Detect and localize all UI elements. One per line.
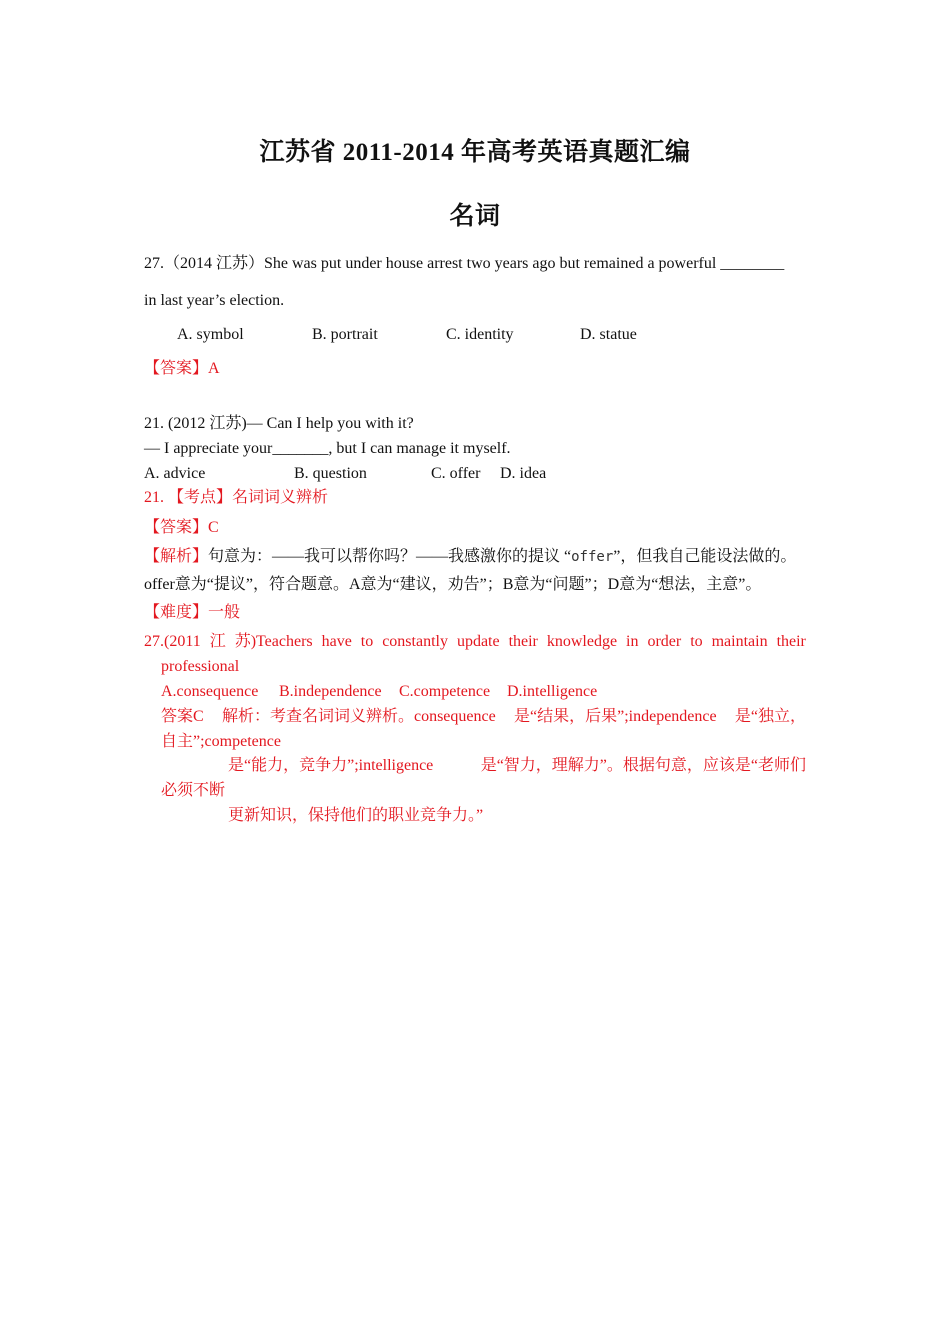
word: their — [776, 633, 806, 650]
difficulty-label: 【难度】一般 — [144, 604, 241, 621]
option-d: D. idea — [500, 465, 547, 482]
word: constantly — [382, 633, 448, 650]
word: their — [508, 633, 538, 650]
explanation-2011-line-3 — [228, 756, 806, 776]
explanation-line-1 — [144, 547, 796, 567]
word: 27.(2011 — [144, 633, 201, 650]
word: maintain — [711, 633, 768, 650]
explanation-2011-line-5: 更新知识，保持他们的职业竞争力。” — [228, 807, 484, 824]
option-d: D. statue — [580, 326, 637, 343]
explanation-line-2: offer意为“提议”，符合题意。A意为“建议，劝告”；B意为“问题”；D意为“想法，主意”。 — [144, 576, 762, 593]
word: knowledge — [546, 633, 618, 650]
jiexi-text: 句意为：——我可以帮你吗？——我感激你的提议 “ — [208, 548, 572, 565]
option-b: B.independence — [279, 683, 382, 700]
option-b: B. portrait — [312, 326, 378, 343]
jiexi-text-end: ”，但我自己能设法做的。 — [613, 548, 797, 565]
word: update — [456, 633, 500, 650]
jiexi-offer: offer — [571, 549, 614, 565]
expl-segment: 解析：考查名词词义辨析。consequence — [221, 708, 496, 725]
jiexi-label: 【解析】 — [144, 548, 209, 565]
word: order — [647, 633, 682, 650]
word: to — [690, 633, 703, 650]
question-2012-reply: — I appreciate your_______, but I can manage it myself. — [144, 440, 511, 457]
word: to — [360, 633, 374, 650]
option-c: C.competence — [399, 683, 491, 700]
expl-segment: 是“能力，竞争力”;intelligence — [228, 757, 434, 774]
option-d: D.intelligence — [507, 683, 598, 700]
expl-segment: 是“独立， — [734, 708, 806, 725]
option-c: C. identity — [446, 326, 514, 343]
expl-segment: 是“结果，后果”;independence — [514, 708, 717, 725]
document-title: 江苏省 2011-2014 年高考英语真题汇编 — [259, 139, 691, 166]
word: have — [321, 633, 352, 650]
document-subtitle: 名词 — [449, 203, 501, 230]
question-2014-stem-cont: in last year’s election. — [144, 292, 285, 309]
option-a: A.consequence — [161, 683, 259, 700]
expl-segment: 答案C — [161, 708, 204, 725]
option-a: A. advice — [144, 465, 206, 482]
question-2012-stem: 21. (2012 江苏)— Can I help you with it? — [144, 415, 414, 432]
word: 苏)Teachers — [234, 633, 313, 650]
option-c: C. offer — [431, 465, 481, 482]
kaodian-label: 21. 【考点】名词词义辨析 — [144, 489, 329, 506]
question-2014-stem: 27.（2014 江苏）She was put under house arrest two years ago but remained a powerful ________ — [144, 255, 785, 272]
answer-2012: 【答案】C — [144, 519, 219, 536]
option-b: B. question — [294, 465, 367, 482]
explanation-2011-line-1 — [161, 707, 806, 727]
word: in — [626, 633, 639, 650]
question-2011-stem-cont: professional — [161, 658, 240, 675]
expl-segment: 是“智力，理解力”。根据句意，应该是“老师们 — [480, 757, 806, 774]
option-a: A. symbol — [177, 326, 244, 343]
explanation-2011-line-2: 自主”;competence — [161, 733, 281, 750]
word: 江 — [209, 633, 226, 650]
explanation-2011-line-4: 必须不断 — [161, 782, 226, 799]
answer-2014: 【答案】A — [144, 360, 220, 377]
question-2011-stem — [144, 632, 806, 652]
